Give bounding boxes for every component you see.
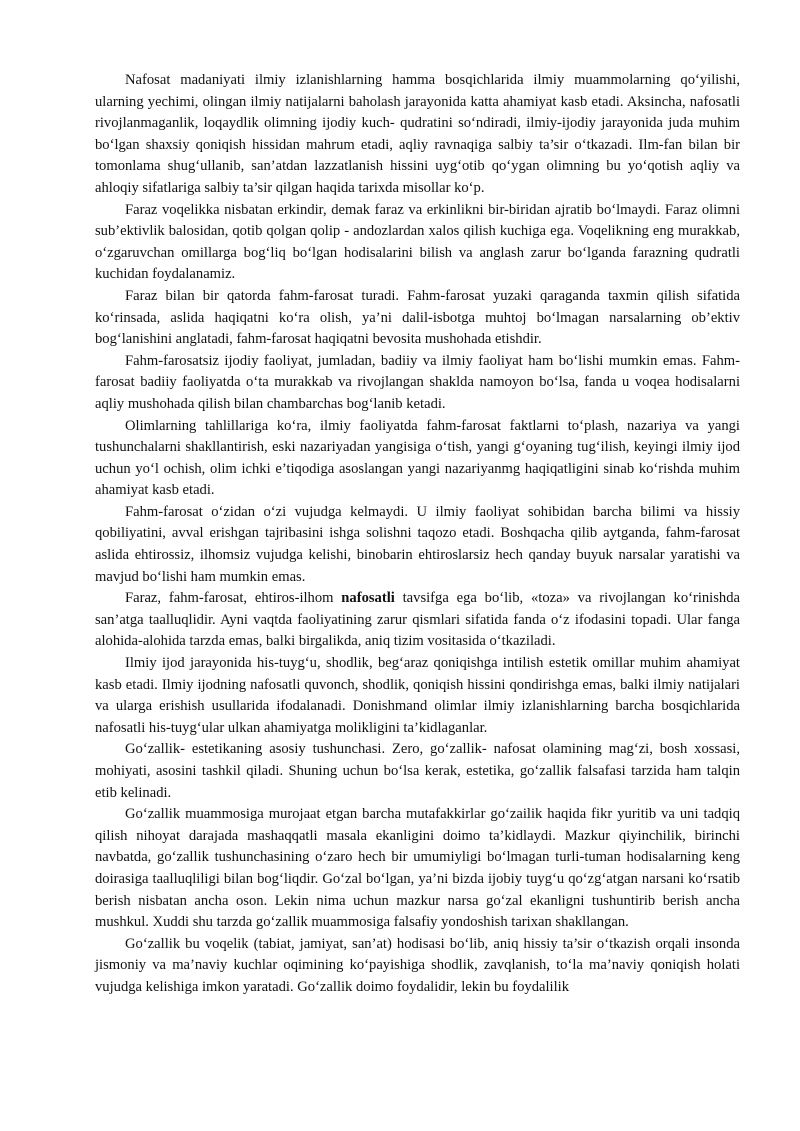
bold-term: nafosatli bbox=[341, 590, 395, 607]
paragraph-8: Ilmiy ijod jarayonida his-tuyg‘u, shodlik, beg‘araz qoniqishga intilish estetik omillar muhim ahamiyat kasb etadi. Ilmiy ijodning nafosatli quvonch, shodlik, qoniqish hissini qondirishga emas, balki ilmiy natijalari va ularga erishish usullarida ifodalanadi. Donishmand olimlar ilmiy izlanishlarning barcha bosqichlarida nafosatli his-tuyg‘ular ulkan ahamiyatga molikligini ta’kidlaganlar. bbox=[95, 655, 740, 736]
paragraph-3: Faraz bilan bir qatorda fahm-farosat turadi. Fahm-farosat yuzaki qaraganda taxmin qilish sifatida ko‘rinsada, aslida haqiqatni ko‘ra olish, ya’ni dalil-isbotga muhtoj bo‘lmagan narsalarning ob’ektiv bog‘lanishini anglatadi, fahm-farosat haqiqatni bevosita mushohada etishdir. bbox=[95, 287, 740, 348]
document-page bbox=[95, 70, 740, 999]
paragraph-7-end: tavsifga ega bo‘lib, «toza» va rivojlangan ko‘rinishda san’atga taalluqlidir. Ayni vaqtda faoliyatining zarur qismlari sifatida fanda o‘z ifodasini topadi. Ular fanga alohida-alohida tarzda emas, balki birgalikda, aniq tizim vositasida o‘tkaziladi. bbox=[95, 590, 740, 650]
paragraph-4: Fahm-farosatsiz ijodiy faoliyat, jumladan, badiiy va ilmiy faoliyat ham bo‘lishi mumkin emas. Fahm-farosat badiiy faoliyatda o‘ta murakkab va rivojlangan shaklda namoyon bo‘lsa, fanda u voqea hodisalarni aqliy mushohada qilish bilan chambarchas bog‘lanib ketadi. bbox=[95, 352, 740, 412]
paragraph-7-start: Faraz, fahm-farosat, ehtiros-ilhom bbox=[125, 590, 342, 607]
paragraph-7 bbox=[95, 588, 740, 653]
paragraph-11: Go‘zallik bu voqelik (tabiat, jamiyat, san’at) hodisasi bo‘lib, aniq hissiy ta’sir o‘tkazish orqali insonda jismoniy va ma’naviy kuchlar oqimining ko‘payishiga shodlik, zavqlanish, to‘la ma’naviy qoniqish holati vujudga kelishiga imkon yaratadi. Go‘zallik doimo foydalidir, lekin bu foydalilik bbox=[95, 935, 740, 995]
paragraph-1: Nafosat madaniyati ilmiy izlanishlarning hamma bosqichlarida ilmiy muammolarning qo‘yilishi, ularning yechimi, olingan ilmiy natijalarni baholash jarayonida katta ahamiyat kasb etadi. Aksincha, nafosatli rivojlanmaganlik, loqaydlik olimning ijodiy kuch- qudratini so‘ndiradi, ilmiy-ijodiy jarayonida juda muhim bo‘lgan shaxsiy qoniqish hissidan mahrum etadi, aqliy ravnaqiga salbiy ta’sir o‘tkazadi. Ilm-fan bilan bir tomonlama shug‘ullanib, san’atdan lazzatlanish hissini uyg‘otib qo‘ygan olimning bu yo‘qotish aqliy va ahloqiy sifatlariga salbiy ta’sir qilgan haqida tarixda misollar ko‘p. bbox=[95, 72, 740, 196]
paragraph-9: Go‘zallik- estetikaning asosiy tushunchasi. Zero, go‘zallik- nafosat olamining mag‘zi, bosh xossasi, mohiyati, asosini tashkil qiladi. Shuning uchun bo‘lsa kerak, estetika, go‘zallik falsafasi tarzida ham talqin etib kelinadi. bbox=[95, 741, 740, 801]
paragraph-5: Olimlarning tahlillariga ko‘ra, ilmiy faoliyatda fahm-farosat faktlarni to‘plash, nazariya va yangi tushunchalarni shakllantirish, eski nazariyadan yangisiga o‘tish, yangi g‘oyaning tug‘ilish, keyingi ilmiy ijod uchun yo‘l ochish, olim ichki e’tiqodiga asoslangan yangi nazariyanmg haqiqatligini sinab ko‘rishda muhim ahamiyat kasb etadi. bbox=[95, 417, 740, 499]
paragraph-2: Faraz voqelikka nisbatan erkindir, demak faraz va erkinlikni bir-biridan ajratib bo‘lmaydi. Faraz olimni sub’ektivlik balosidan, qotib qolgan qolip - andozlardan xalos qilish kuchiga ega. Voqelikning eng murakkab, o‘zgaruvchan omillarga bog‘liq bo‘lgan hodisalarini bilish va anglash zarur bo‘lganda farazning qudratli kuchidan foydalanamiz. bbox=[95, 201, 740, 283]
paragraph-6: Fahm-farosat o‘zidan o‘zi vujudga kelmaydi. U ilmiy faoliyat sohibidan barcha bilimi va hissiy qobiliyatini, avval erishgan tajribasini ishga solishni taqozo etadi. Boshqacha qilib aytganda, fahm-farosat aslida ehtirossiz, ilhomsiz vujudga kelishi, binobarin ehtiroslarsiz hech qanday buyuk narsalar yaratishi va mavjud bo‘lishi ham mumkin emas. bbox=[95, 503, 740, 585]
paragraph-10: Go‘zallik muammosiga murojaat etgan barcha mutafakkirlar go‘zailik haqida fikr yuritib va uni tadqiq qilish nihoyat darajada mashaqqatli masala ekanligini doimo ta’kidlaydi. Mazkur qiyinchilik, birinchi navbatda, go‘zallik tushunchasining o‘zaro hech bir umumiyligi bo‘lmagan turli-tuman hodisalarning keng doirasiga taalluqliligi bilan bog‘liqdir. Go‘zal bo‘lgan, ya’ni bizda ijobiy tuyg‘u qo‘zg‘atgan narsani ko‘rsatib berish nisbatan ancha oson. Lekin nima uchun mazkur narsa go‘zal ekanligni tushuntirib berish ancha mushkul. Xuddi shu tarzda go‘zallik muammosiga falsafiy yondoshish tarixan shakllangan. bbox=[95, 806, 740, 931]
